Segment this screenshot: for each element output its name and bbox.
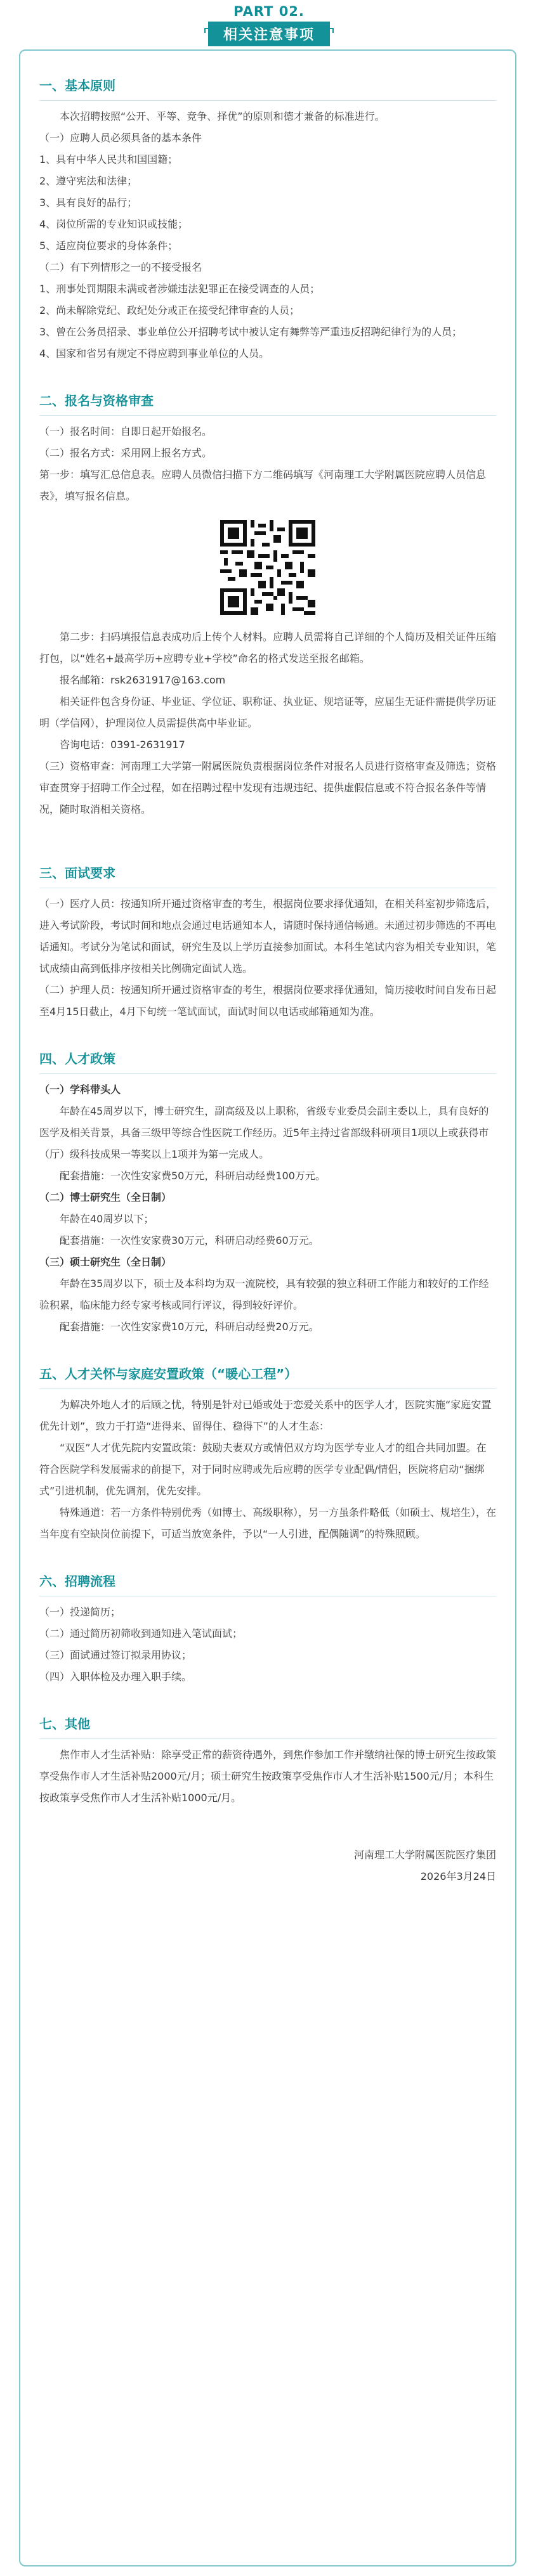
qr-code-icon[interactable] bbox=[220, 520, 315, 615]
divider bbox=[39, 415, 496, 416]
section-registration-title: 二、报名与资格审查 bbox=[39, 393, 154, 408]
list-item: 4、岗位所需的专业知识或技能； bbox=[39, 218, 188, 230]
list-item: （四）入职体检及办理入职手续。 bbox=[39, 1671, 192, 1683]
notice-card bbox=[19, 49, 516, 2566]
paragraph: 本次招聘按照“公开、平等、竞争、择优”的原则和德才兼备的标准进行。 bbox=[60, 110, 385, 122]
list-item: （一）投递简历； bbox=[39, 1606, 121, 1618]
subheading: （一）应聘人员必须具备的基本条件 bbox=[39, 132, 202, 144]
section-interview-title: 三、面试要求 bbox=[39, 865, 115, 881]
subheading: （二）有下列情形之一的不接受报名 bbox=[39, 261, 202, 273]
phone-line: 咨询电话：0391-2631917 bbox=[60, 739, 185, 751]
list-item: （二）通过简历初筛收到通知进入笔试面试； bbox=[39, 1628, 243, 1640]
divider bbox=[39, 1388, 496, 1389]
paragraph: （一）医疗人员：按通知所开通过资格审查的考生，根据岗位要求择优通知，在相关科室初步筛选后，进入考试阶段，考试时间和地点会通过电话通知本人，请随时保持通信畅通。未通过初步筛选的不再电话通知。考试分为笔试和面试，研究生及以上学历直接参加面试。本科生笔试内容为相关专业知识，笔试成绩由高到低排序按相关比例确定面试人选。 bbox=[39, 898, 497, 974]
list-item: 4、国家和省另有规定不得应聘到事业单位的人员。 bbox=[39, 347, 270, 359]
email-line: 报名邮箱：rsk2631917@163.com bbox=[60, 674, 226, 686]
section-talent-policy-title: 四、人才政策 bbox=[39, 1051, 115, 1066]
paragraph: 年龄在40周岁以下； bbox=[60, 1213, 154, 1225]
paragraph: （二）护理人员：按通知所开通过资格审查的考生，根据岗位要求择优通知，简历接收时间自发布日起至4月15日截止，4月下旬统一笔试面试，面试时间以电话或邮箱通知为准。 bbox=[39, 984, 497, 1018]
list-item: 5、适应岗位要求的身体条件； bbox=[39, 240, 178, 252]
signature-org: 河南理工大学附属医院医疗集团 bbox=[353, 1849, 496, 1861]
section-family-policy-title: 五、人才关怀与家庭安置政策（“暖心工程”） bbox=[39, 1366, 298, 1382]
list-item: 2、遵守宪法和法律； bbox=[39, 175, 138, 187]
paragraph: （三）资格审查：河南理工大学第一附属医院负责根据岗位条件对报名人员进行资格审查及筛选；资格审查贯穿于招聘工作全过程，如在招聘过程中发现有违规违纪、提供虚假信息或不符合报名条件等情况，随时取消相关资格。 bbox=[39, 760, 497, 815]
section-title-wrap bbox=[0, 22, 538, 46]
list-item: 2、尚未解除党纪、政纪处分或正在接受纪律审查的人员； bbox=[39, 304, 300, 316]
paragraph: （一）报名时间：自即日起开始报名。 bbox=[39, 425, 213, 437]
subheading: （一）学科带头人 bbox=[39, 1084, 121, 1096]
part-label: PART 02. bbox=[233, 4, 305, 19]
divider bbox=[39, 1738, 496, 1739]
page-header bbox=[0, 0, 538, 51]
list-item: （三）面试通过签订拟录用协议； bbox=[39, 1649, 192, 1661]
paragraph: 第二步：扫码填报信息表成功后上传个人材料。应聘人员需将自己详细的个人简历及相关证件压缩打包，以“姓名+最高学历+应聘专业+学校”命名的格式发送至报名邮箱。 bbox=[39, 631, 497, 664]
paragraph: 配套措施：一次性安家费50万元，科研启动经费100万元。 bbox=[60, 1170, 325, 1182]
paragraph: 配套措施：一次性安家费30万元，科研启动经费60万元。 bbox=[60, 1234, 319, 1246]
paragraph: 年龄在45周岁以下，博士研究生，副高级及以上职称，省级专业委员会副主委以上，具有良好的医学及相关背景，具备三级甲等综合性医院工作经历。近5年主持过省部级科研项目1项以上或获得市（厅）级科技成果一等奖以上1项并为第一完成人。 bbox=[39, 1105, 489, 1160]
section-other-title: 七、其他 bbox=[39, 1716, 90, 1731]
paragraph: 特殊通道：若一方条件特别优秀（如博士、高级职称），另一方虽条件略低（如硕士、规培生），在当年度有空缺岗位前提下，可适当放宽条件，予以“一人引进，配偶随调”的特殊照顾。 bbox=[39, 1506, 497, 1540]
subheading: （二）博士研究生（全日制） bbox=[39, 1191, 172, 1203]
divider bbox=[39, 100, 496, 101]
paragraph: 焦作市人才生活补贴：除享受正常的薪资待遇外，到焦作参加工作并缴纳社保的博士研究生按政策享受焦作市人才生活补贴2000元/月；硕士研究生按政策享受焦作市人才生活补贴1500元/月；本科生按政策享受焦作市人才生活补贴1000元/月。 bbox=[39, 1749, 497, 1804]
section-title: 相关注意事项 bbox=[208, 22, 330, 46]
qr-code-wrap bbox=[39, 520, 496, 618]
subheading: （三）硕士研究生（全日制） bbox=[39, 1256, 172, 1268]
divider bbox=[39, 1073, 496, 1074]
paragraph: 相关证件包含身份证、毕业证、学位证、职称证、执业证、规培证等，应届生无证件需提供学历证明（学信网），护理岗位人员需提供高中毕业证。 bbox=[39, 696, 497, 729]
paragraph: （二）报名方式：采用网上报名方式。 bbox=[39, 447, 213, 459]
paragraph: “双医”人才优先院内安置政策：鼓励夫妻双方或情侣双方均为医学专业人才的组合共同加盟。在符合医院学科发展需求的前提下，对于同时应聘或先后应聘的医学专业配偶/情侣，医院将启动“捆绑式”引进机制，优先调剂，优先安排。 bbox=[39, 1442, 487, 1497]
paragraph: 为解决外地人才的后顾之忧，特别是针对已婚或处于恋爱关系中的医学人才，医院实施“家庭安置优先计划”，致力于打造“进得来、留得住、稳得下”的人才生态： bbox=[39, 1399, 492, 1432]
section-process-title: 六、招聘流程 bbox=[39, 1574, 115, 1589]
paragraph: 年龄在35周岁以下，硕士及本科均为双一流院校，具有较强的独立科研工作能力和较好的工作经验积累，临床能力经专家考核或同行评议，得到较好评价。 bbox=[39, 1278, 489, 1311]
list-item: 3、具有良好的品行； bbox=[39, 197, 138, 209]
list-item: 1、具有中华人民共和国国籍； bbox=[39, 153, 178, 165]
section-basic-principles-title: 一、基本原则 bbox=[39, 78, 115, 93]
signature-date: 2026年3月24日 bbox=[420, 1870, 496, 1882]
paragraph: 配套措施：一次性安家费10万元，科研启动经费20万元。 bbox=[60, 1321, 319, 1333]
paragraph: 第一步：填写汇总信息表。应聘人员微信扫描下方二维码填写《河南理工大学附属医院应聘人员信息表》，填写报名信息。 bbox=[39, 469, 487, 502]
list-item: 3、曾在公务员招录、事业单位公开招聘考试中被认定有舞弊等严重违反招聘纪律行为的人员； bbox=[39, 326, 463, 338]
list-item: 1、刑事处罚期限未满或者涉嫌违法犯罪正在接受调查的人员； bbox=[39, 283, 320, 295]
